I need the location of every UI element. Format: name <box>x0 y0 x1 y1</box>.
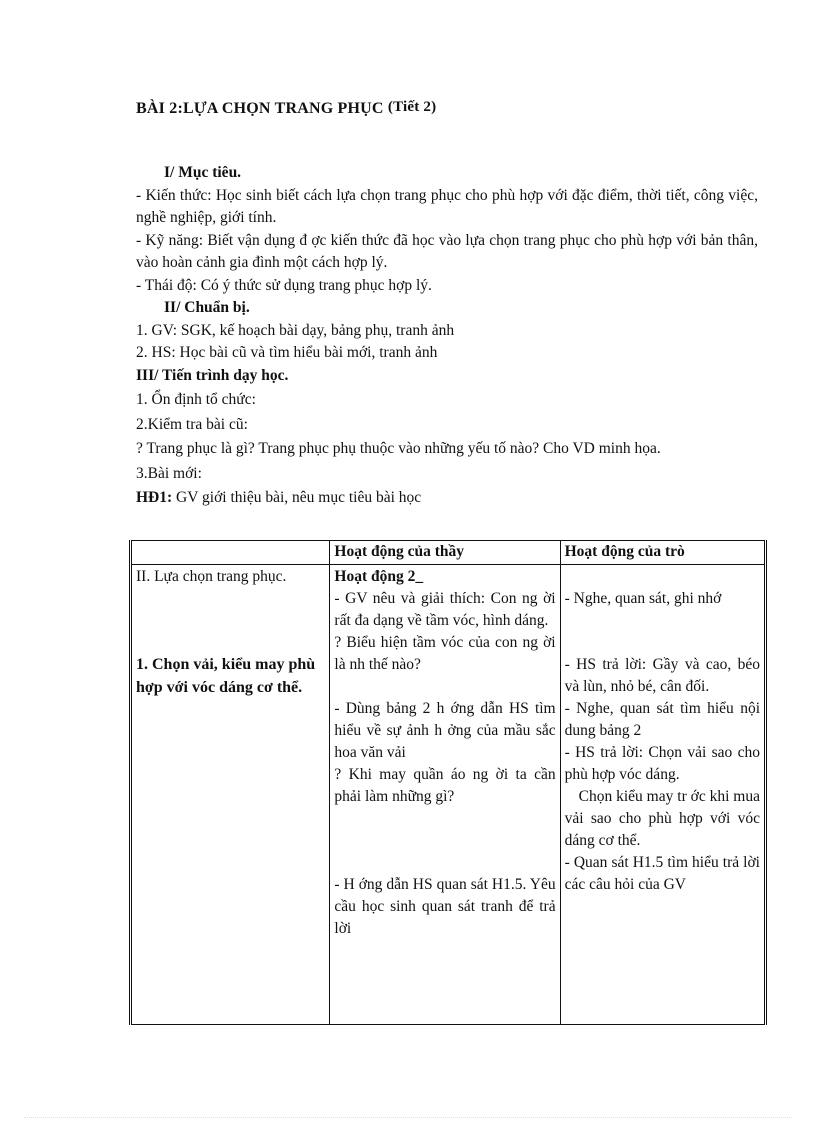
preparation-student: 2. HS: Học bài cũ và tìm hiểu bài mới, tranh ảnh <box>136 344 438 361</box>
activity-1 <box>136 487 758 510</box>
content-subsection-title: 1. Chọn vải, kiểu may phù hợp với vóc dáng cơ thể. <box>136 656 316 696</box>
preparation-teacher: 1. GV: SGK, kế hoạch bài dạy, bảng phụ, tranh ảnh <box>136 321 455 339</box>
preparation-heading: II/ Chuẩn bị. <box>164 299 250 316</box>
teacher-activity-item: - GV nêu và giải thích: Con ng ời rất đa dạng về tầm vóc, hình dáng. <box>334 590 556 629</box>
objective-skills: - Kỹ năng: Biết vận dụng đ ợc kiến thức đã học vào lựa chọn trang phục cho phù hợp với bản thân, vào hoàn cảnh gia đình một cách hợp lý. <box>136 231 758 271</box>
student-activity-item: - Nghe, quan sát tìm hiểu nội dung bảng 2 <box>564 700 760 739</box>
header-teacher-cell: Hoạt động của thầy <box>330 541 560 565</box>
procedure-step-2: 2.Kiểm tra bài cũ: <box>136 415 248 433</box>
lesson-body <box>136 162 758 510</box>
student-activity-item: - Nghe, quan sát, ghi nhớ <box>564 590 722 607</box>
table-header-row <box>131 541 766 565</box>
review-question: ? Trang phục là gì? Trang phục phụ thuộc vào những yếu tố nào? Cho VD minh họa. <box>136 440 661 457</box>
student-activity-item: - HS trả lời: Gầy và cao, béo và lùn, nhỏ bé, cân đối. <box>564 656 760 695</box>
content-section-title: II. Lựa chọn trang phục. <box>136 568 287 585</box>
objectives-heading: I/ Mục tiêu. <box>164 164 242 181</box>
content-cell <box>131 565 330 1025</box>
teacher-activity-item: ? Khi may quần áo ng ời ta cần phải làm những gì? <box>334 766 556 805</box>
lesson-title-period: (Tiết 2) <box>387 99 437 115</box>
student-activity-item: Chọn kiểu may tr ớc khi mua vải sao cho phù hợp với vóc dáng cơ thể. <box>564 788 760 849</box>
header-content-cell <box>131 541 330 565</box>
activity-1-label: HĐ1: <box>136 489 173 506</box>
procedure-heading: III/ Tiến trình dạy học. <box>136 366 289 384</box>
teacher-activity-item: - Dùng bảng 2 h ớng dẫn HS tìm hiểu về sự ảnh h ởng của mầu sắc hoa văn vải <box>334 700 556 761</box>
teacher-activity-cell <box>330 565 560 1025</box>
teacher-activity-item: ? Biểu hiện tầm vóc của con ng ời là nh thế nào? <box>334 634 556 673</box>
lesson-title-main: BÀI 2:LỰA CHỌN TRANG PHỤC <box>136 100 384 117</box>
student-activity-item: - HS trả lời: Chọn vải sao cho phù hợp vóc dáng. <box>564 744 760 783</box>
objective-knowledge: - Kiến thức: Học sinh biết cách lựa chọn trang phục cho phù hợp với đặc điểm, thời tiết, công việc, nghề nghiệp, giới tính. <box>136 186 758 226</box>
table-row <box>131 565 766 1025</box>
objective-attitude: - Thái độ: Có ý thức sử dụng trang phục hợp lý. <box>136 276 432 294</box>
procedure-step-3: 3.Bài mới: <box>136 464 202 482</box>
activity-1-text: GV giới thiệu bài, nêu mục tiêu bài học <box>172 489 422 506</box>
lesson-title <box>136 100 436 118</box>
student-activity-cell <box>560 565 765 1025</box>
student-activity-item: - Quan sát H1.5 tìm hiểu trả lời các câu hỏi của GV <box>564 854 760 893</box>
page-bottom-rule <box>24 1117 792 1118</box>
lesson-plan-table <box>129 540 767 1025</box>
teacher-activity-item: - H ớng dẫn HS quan sát H1.5. Yêu cầu học sinh quan sát tranh để trả lời <box>334 876 556 937</box>
header-student-cell: Hoạt động của trò <box>560 541 765 565</box>
procedure-step-1: 1. Ổn định tổ chức: <box>136 391 256 408</box>
teacher-activity-heading: Hoạt động 2_ <box>334 568 424 585</box>
